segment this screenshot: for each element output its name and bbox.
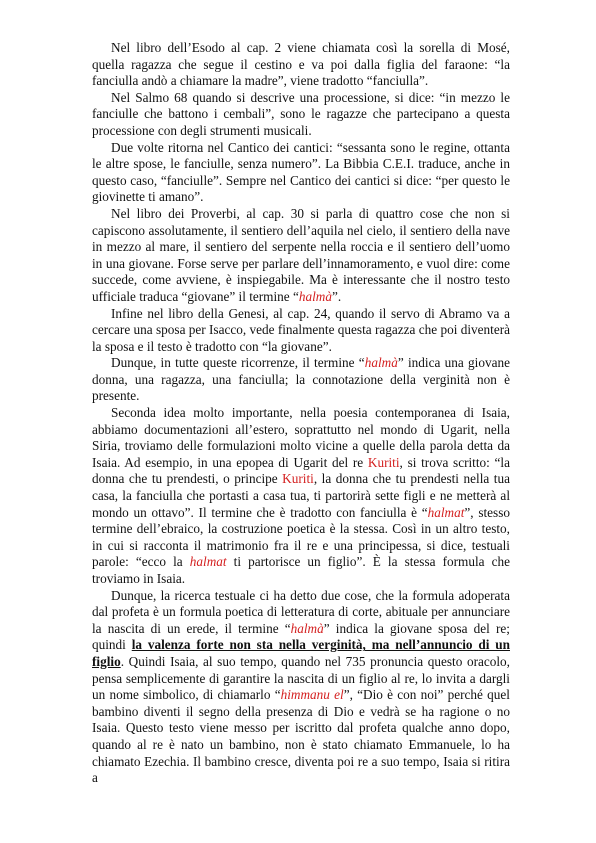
term-halmat: halmat bbox=[189, 554, 227, 570]
text-segment: ti partorisce un figlio”. È la stessa formula che troviamo in Isaia. bbox=[92, 554, 510, 586]
paragraph-genesi bbox=[92, 306, 510, 356]
text-segment: ” indica la giovane sposa del re; quindi bbox=[92, 620, 510, 653]
text-segment: Nel libro dell’Esodo al cap. 2 viene chiamata così la sorella di Mosé, quella ragazza che segue il cestino e va poi dalla figlia del faraone: “la fanciulla andò a chiamare la madre”, viene tradotto “fanciulla”. bbox=[92, 40, 510, 89]
document-page bbox=[92, 40, 510, 820]
term-halmat: halmat bbox=[427, 504, 465, 520]
term-himmanu-el: himmanu el bbox=[280, 687, 344, 703]
text-segment: Due volte ritorna nel Cantico dei cantici: “sessanta sono le regine, ottanta le altre spose, le fanciulle, senza numero”. La Bibbia C.E.I. traduce, anche in questo caso, “fanciulle”. Sempre nel Cantico dei cantici si dice: “per questo le giovinette ti amano”. bbox=[92, 139, 510, 205]
paragraph-dunque-2 bbox=[92, 588, 510, 787]
text-segment: ” indica una giovane donna, una ragazza, una fanciulla; la connotazione della verginità non è presente. bbox=[92, 355, 510, 404]
paragraph-salmo bbox=[92, 90, 510, 140]
term-halma: halmà bbox=[298, 288, 332, 304]
term-kuriti: Kuriti bbox=[367, 454, 400, 470]
text-segment: Infine nel libro della Genesi, al cap. 24, quando il servo di Abramo va a cercare una sposa per Isacco, vede finalmente questa ragazza che poi diventerà la sposa e il testo è tradotto con “la giovane”. bbox=[92, 305, 510, 354]
paragraph-esodo bbox=[92, 40, 510, 90]
text-segment: ”, “Dio è con noi” perché quel bambino diventi il segno della presenza di Dio e vedrà se ha ragione o no Isaia. Questo testo viene messo per iscritto dal profeta qualche anno dopo, quando al re è nato un bambino, non è stato chiamato Emmanuele, lo ha chiamato Ezechia. Il bambino cresce, diventa poi re a suo tempo, Isaia si ritira a bbox=[92, 687, 510, 786]
text-segment: Dunque, in tutte queste ricorrenze, il termine “ bbox=[111, 355, 365, 371]
text-segment: , la donna che tu prendesti nella tua casa, la fanciulla che portasti a casa tua, ti partorirà sette figli e ne metterà al mondo un ottavo”. Il termine che è tradotto con fanciulla è “ bbox=[92, 471, 510, 520]
paragraph-proverbi bbox=[92, 206, 510, 306]
emphasis-valenza-forte: la valenza forte non sta nella verginità, ma nell’annuncio di un figlio bbox=[92, 637, 510, 669]
text-segment: Nel libro dei Proverbi, al cap. 30 si parla di quattro cose che non si capiscono assolutamente, il sentiero dell’aquila nel cielo, il sentiero della nave in mezzo al mare, il sentiero del serpente nella roccia e il sentiero dell’uomo in una giovane. Forse serve per parlare dell’innamoramento, e vuol dire: come succede, come avviene, è inspiegabile. Ma è interessante che il nostro testo ufficiale traduca “giovane” il termine “ bbox=[92, 205, 510, 304]
text-segment: ”. bbox=[332, 288, 342, 304]
text-segment: , si trova scritto: “la donna che tu prendesti, o principe bbox=[92, 454, 510, 487]
text-segment: Seconda idea molto importante, nella poesia contemporanea di Isaia, abbiamo documentazioni all’estero, soprattutto nel mondo di Ugarit, nella Siria, troviamo delle formulazioni molto vicine a quelle della parola detta da Isaia. Ad esempio, in una epopea di Ugarit del re bbox=[92, 405, 510, 470]
paragraph-ugarit bbox=[92, 405, 510, 588]
term-halma: halmà bbox=[364, 355, 398, 371]
text-segment: ”, stesso termine dell’ebraico, la costruzione poetica è la stessa. Così in un altro testo, in cui si racconta il matrimonio fra il re e una principessa, si dice, testuali parole: “ecco la bbox=[92, 504, 510, 570]
text-segment: Nel Salmo 68 quando si descrive una processione, si dice: “in mezzo le fanciulle che battono i cembali”, sono le ragazze che partecipano a questa processione con degli strumenti musicali. bbox=[92, 89, 510, 138]
term-kuriti: Kuriti bbox=[282, 471, 314, 487]
paragraph-dunque-1 bbox=[92, 355, 510, 405]
text-segment: . Quindi Isaia, al suo tempo, quando nel 735 pronuncia questo oracolo, pensa semplicemente di garantire la nascita di un figlio al re, lo invita a dargli un nome simbolico, di chiamarlo “ bbox=[92, 653, 510, 703]
term-halma: halmà bbox=[290, 620, 324, 636]
text-segment: Dunque, la ricerca testuale ci ha detto due cose, che la formula adoperata dal profeta è un formula poetica di letteratura di corte, abituale per annunciare la nascita di un erede, il termine “ bbox=[92, 587, 510, 636]
paragraph-cantico bbox=[92, 140, 510, 206]
